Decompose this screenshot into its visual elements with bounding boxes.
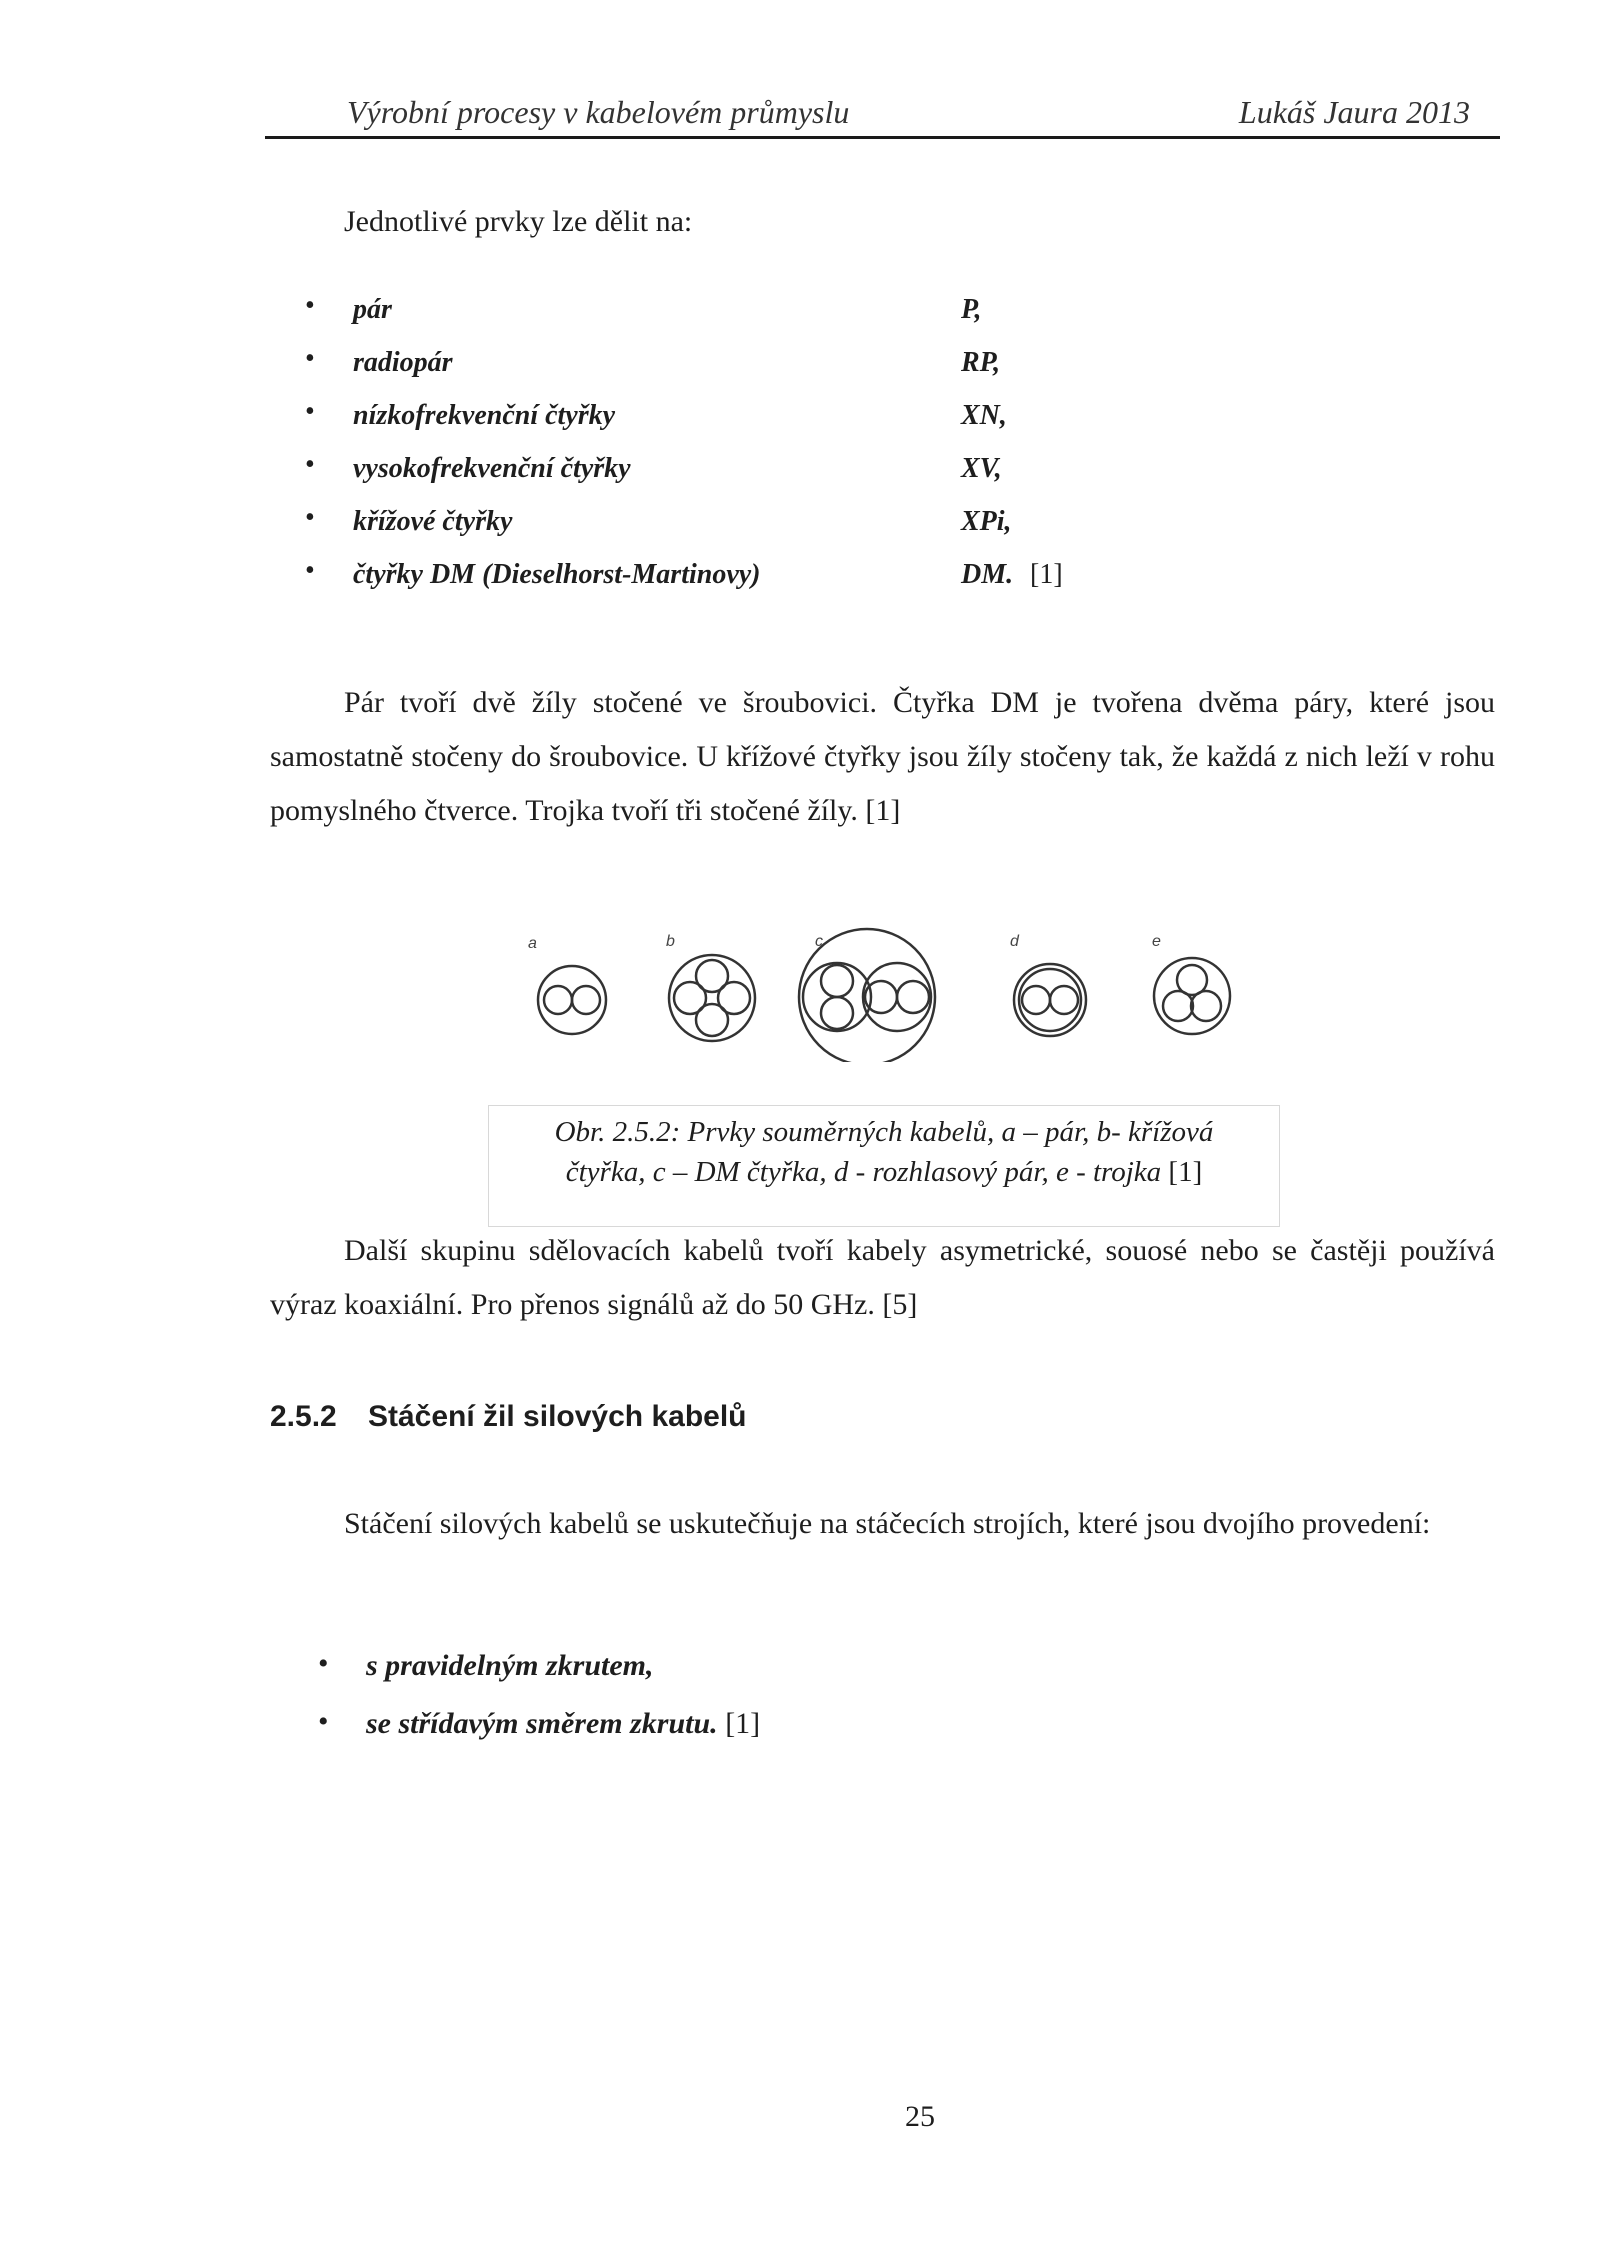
figure-label-d: d: [1010, 933, 1019, 950]
method-text: s pravidelným zkrutem,: [366, 1649, 654, 1682]
element-code: XN,: [961, 400, 1007, 431]
citation: [1]: [1030, 559, 1063, 590]
list-item: [305, 396, 1205, 449]
element-name: vysokofrekvenční čtyřky: [353, 453, 631, 484]
header-author-year: Lukáš Jaura 2013: [1238, 94, 1470, 130]
bullet-icon: •: [305, 555, 315, 586]
caption-line-1: Obr. 2.5.2: Prvky souměrných kabelů, a – pár, b- křížová: [554, 1116, 1214, 1148]
intro-text: Jednotlivé prvky lze dělit na:: [344, 205, 693, 238]
paragraph-text: Pár tvoří dvě žíly stočené ve šroubovici. Čtyřka DM je tvořena dvěma páry, které jsou samostatně stočeny do šroubovice. U křížové čtyřky jsou žíly stočeny tak, že každá z nich leží v rohu pomyslného čtverce. Trojka tvoří tři stočené žíly. [1]: [270, 686, 1495, 827]
paragraph-stranding: [270, 1497, 1495, 1551]
page-header: [265, 84, 1500, 139]
element-name: pár: [353, 294, 392, 325]
element-name: nízkofrekvenční čtyřky: [353, 400, 616, 431]
figure-caption-box: [488, 1105, 1280, 1227]
list-item: [305, 502, 1205, 555]
caption-line-2-text: čtyřka, c – DM čtyřka, d - rozhlasový pár, e - trojka: [565, 1156, 1162, 1188]
list-item: [305, 555, 1205, 608]
figure-label-e: e: [1152, 933, 1161, 950]
list-item: [305, 343, 1205, 396]
section-title: Stáčení žil silových kabelů: [368, 1400, 747, 1433]
section-number: 2.5.2: [270, 1400, 337, 1433]
bullet-icon: •: [305, 343, 315, 374]
bullet-icon: •: [305, 396, 315, 427]
header-title: Výrobní procesy v kabelovém průmyslu: [347, 94, 850, 130]
element-code: RP,: [961, 347, 1001, 378]
citation: [1]: [725, 1707, 761, 1740]
bullet-icon: •: [318, 1705, 329, 1738]
element-code: XV,: [961, 453, 1002, 484]
figure-caption: [489, 1112, 1279, 1192]
figure-label-a: a: [528, 935, 537, 952]
element-name: radiopár: [353, 347, 453, 378]
element-code: XPi,: [961, 506, 1012, 537]
cable-elements-figure: [512, 912, 1272, 1062]
broadcast-pair-diagram: [1014, 964, 1086, 1036]
element-code: DM.: [961, 559, 1014, 590]
element-code: P,: [961, 294, 982, 325]
element-name: čtyřky DM (Dieselhorst-Martinovy): [353, 559, 761, 590]
bullet-icon: •: [305, 290, 315, 321]
method-text: se střídavým směrem zkrutu.: [366, 1707, 718, 1740]
paragraph-pairs: [270, 676, 1495, 838]
caption-line-2: [489, 1152, 1279, 1192]
list-item: [305, 449, 1205, 502]
figure-label-c: c: [815, 933, 823, 950]
triple-diagram: [1154, 958, 1230, 1034]
pair-diagram: [538, 966, 606, 1034]
paragraph-text: Další skupinu sdělovacích kabelů tvoří kabely asymetrické, souosé nebo se častěji používá výraz koaxiální. Pro přenos signálů až do 50 GHz. [5]: [270, 1234, 1495, 1321]
figure-label-b: b: [666, 933, 675, 950]
paragraph-coaxial: [270, 1224, 1495, 1332]
page-number: 25: [905, 2100, 935, 2133]
bullet-icon: •: [318, 1647, 329, 1680]
method-name: [366, 1707, 760, 1741]
paragraph-text: Stáčení silových kabelů se uskutečňuje na stáčecích strojích, které jsou dvojího provedení:: [344, 1507, 1431, 1540]
element-list: [305, 290, 1205, 608]
section-heading: [270, 1400, 747, 1434]
list-item: [305, 290, 1205, 343]
caption-citation: [1]: [1168, 1156, 1203, 1188]
method-name: [366, 1649, 654, 1683]
star-quad-diagram: [669, 955, 755, 1041]
bullet-icon: •: [305, 502, 315, 533]
element-name: křížové čtyřky: [353, 506, 513, 537]
bullet-icon: •: [305, 449, 315, 480]
